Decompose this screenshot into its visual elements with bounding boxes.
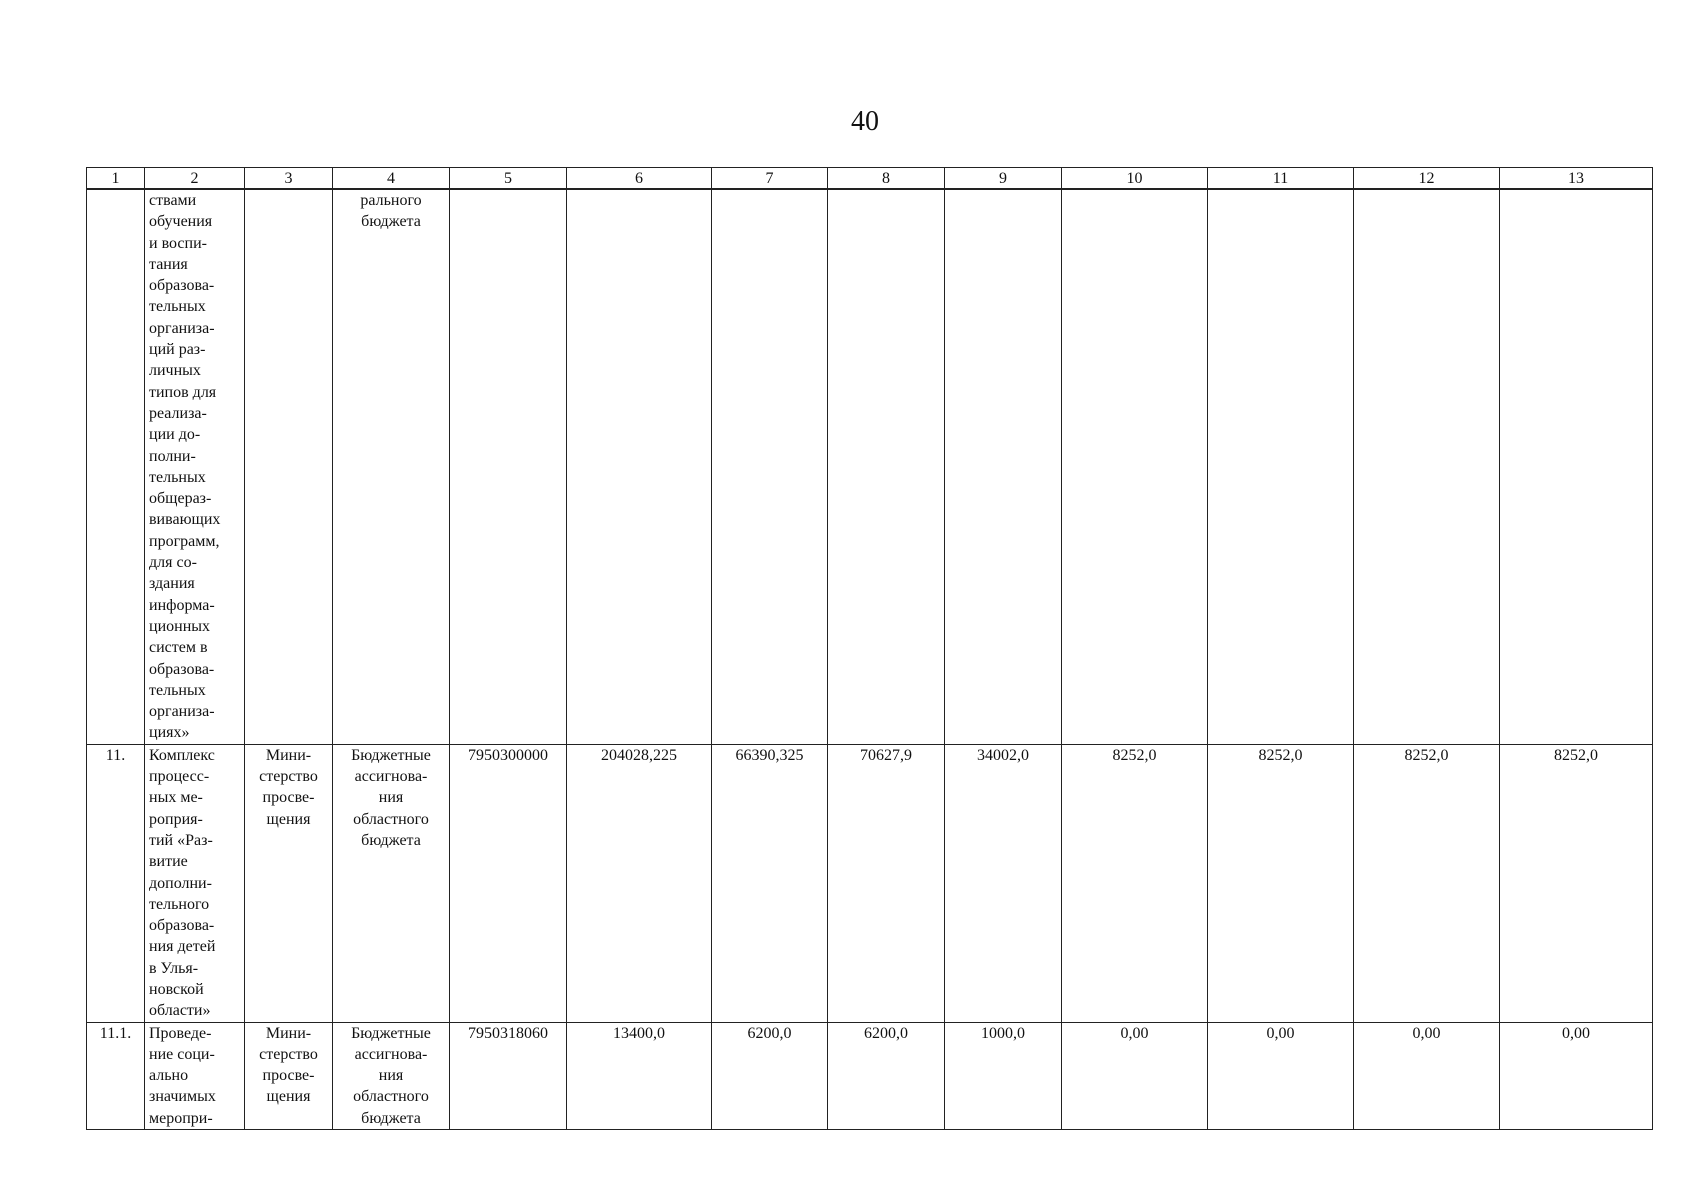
value-col-11: [1208, 189, 1354, 744]
value-col-7: 66390,325: [712, 744, 828, 1022]
column-number: 10: [1062, 168, 1208, 190]
executor: Мини- стерство просве- щения: [245, 1022, 333, 1129]
column-number: 1: [87, 168, 145, 190]
value-col-10: 8252,0: [1062, 744, 1208, 1022]
column-number: 5: [450, 168, 567, 190]
value-col-11: 8252,0: [1208, 744, 1354, 1022]
value-col-8: 70627,9: [828, 744, 945, 1022]
column-number: 8: [828, 168, 945, 190]
row-number: [87, 189, 145, 744]
value-col-9: 34002,0: [945, 744, 1062, 1022]
row-number: 11.: [87, 744, 145, 1022]
column-number: 3: [245, 168, 333, 190]
value-col-6: 204028,225: [567, 744, 712, 1022]
value-col-9: [945, 189, 1062, 744]
value-col-12: 8252,0: [1354, 744, 1500, 1022]
column-number: 7: [712, 168, 828, 190]
value-col-7: 6200,0: [712, 1022, 828, 1129]
column-number: 12: [1354, 168, 1500, 190]
activity-name: Комплекс процесс- ных ме- роприя- тий «Раз- витие дополни- тельного образова- ния детей в Улья- новской области»: [145, 744, 245, 1022]
budget-code: 7950318060: [450, 1022, 567, 1129]
value-col-12: [1354, 189, 1500, 744]
value-col-13: [1500, 189, 1653, 744]
column-number: 2: [145, 168, 245, 190]
budget-table: [86, 167, 1653, 1130]
activity-name: ствами обучения и воспи- тания образова- тельных организа- ций раз- личных типов для реализа- ции до- полни- тельных общераз- вивающих программ, для со- здания информа- ционных систем в образова- тельных организа- циях»: [145, 189, 245, 744]
value-col-6: [567, 189, 712, 744]
value-col-13: 8252,0: [1500, 744, 1653, 1022]
funding-source: Бюджетные ассигнова- ния областного бюджета: [333, 1022, 450, 1129]
table-row: [87, 189, 1653, 744]
table-row: [87, 744, 1653, 1022]
column-number: 13: [1500, 168, 1653, 190]
column-number: 4: [333, 168, 450, 190]
value-col-9: 1000,0: [945, 1022, 1062, 1129]
page-number: 40: [851, 106, 879, 137]
value-col-10: 0,00: [1062, 1022, 1208, 1129]
value-col-11: 0,00: [1208, 1022, 1354, 1129]
column-number-row: [87, 168, 1653, 190]
executor: [245, 189, 333, 744]
value-col-8: 6200,0: [828, 1022, 945, 1129]
executor: Мини- стерство просве- щения: [245, 744, 333, 1022]
budget-code: [450, 189, 567, 744]
column-number: 11: [1208, 168, 1354, 190]
value-col-12: 0,00: [1354, 1022, 1500, 1129]
value-col-6: 13400,0: [567, 1022, 712, 1129]
activity-name: Проведе- ние соци- ально значимых меропри-: [145, 1022, 245, 1129]
funding-source: Бюджетные ассигнова- ния областного бюджета: [333, 744, 450, 1022]
budget-code: 7950300000: [450, 744, 567, 1022]
value-col-7: [712, 189, 828, 744]
value-col-10: [1062, 189, 1208, 744]
value-col-13: 0,00: [1500, 1022, 1653, 1129]
table-row: [87, 1022, 1653, 1129]
row-number: 11.1.: [87, 1022, 145, 1129]
funding-source: рального бюджета: [333, 189, 450, 744]
column-number: 9: [945, 168, 1062, 190]
column-number: 6: [567, 168, 712, 190]
value-col-8: [828, 189, 945, 744]
